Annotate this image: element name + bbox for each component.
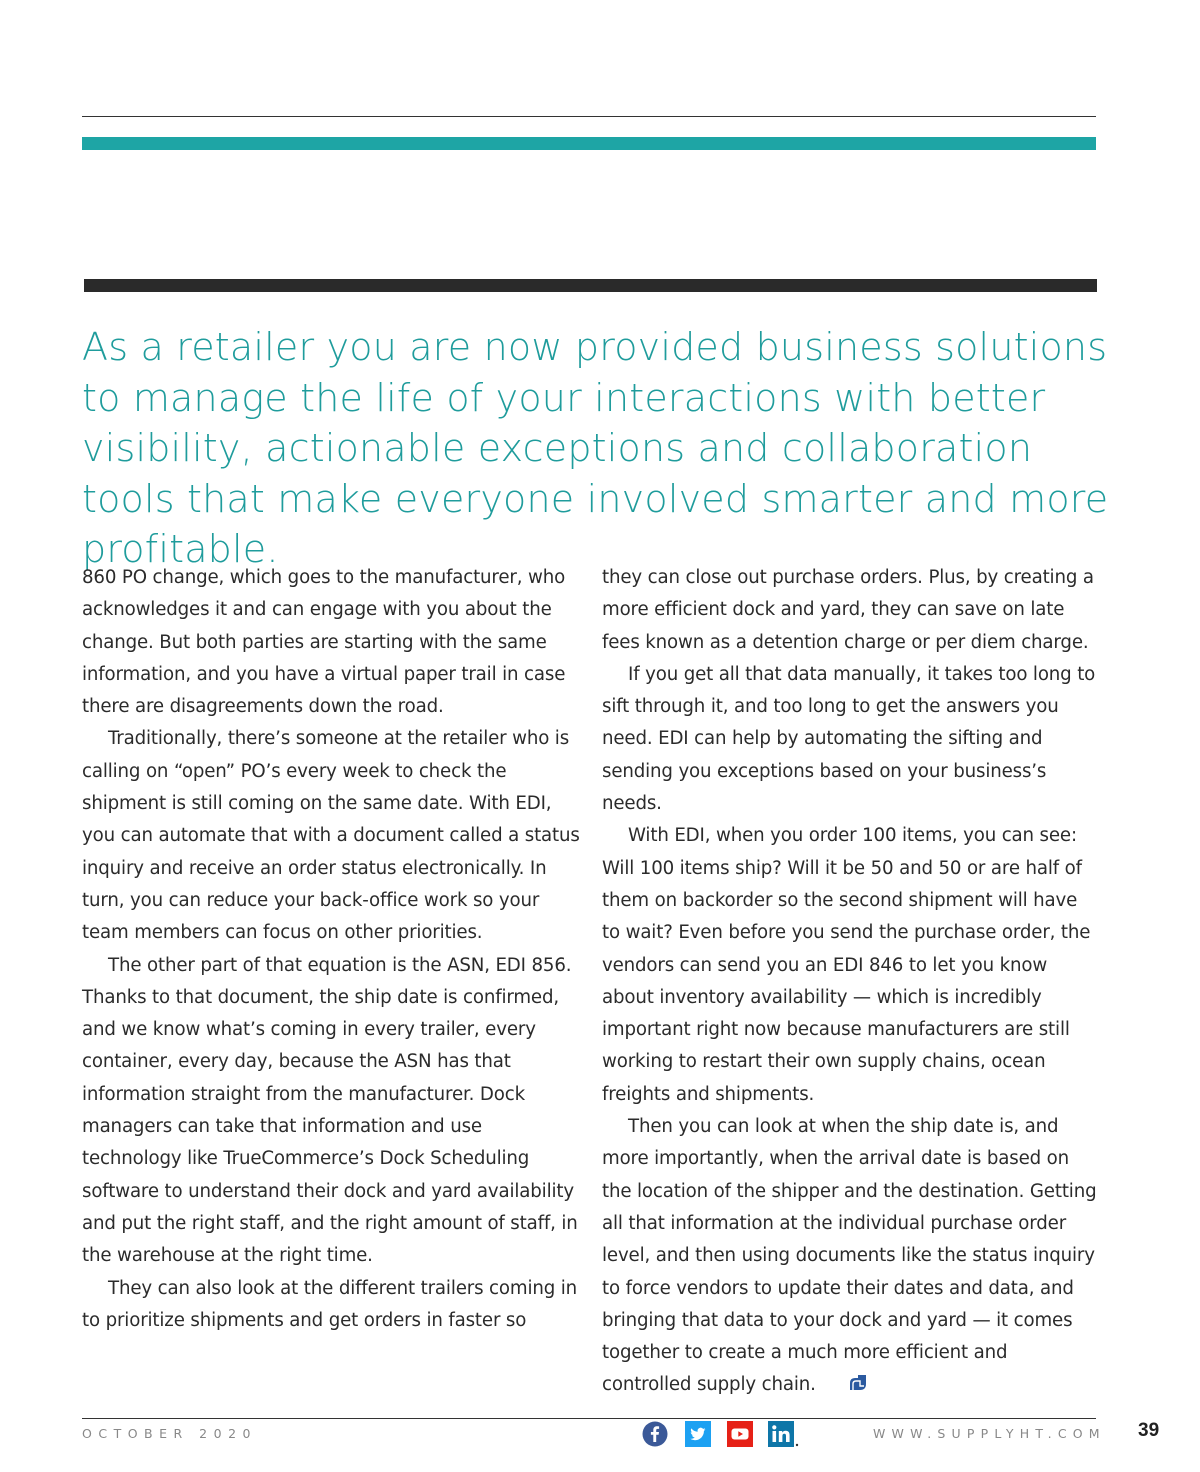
right-column	[602, 562, 1097, 1402]
teal-accent-bar	[82, 137, 1096, 150]
paragraph: With EDI, when you order 100 items, you can see: Will 100 items ship? Will it be 50 and 50 or are half of them on backorder so the second shipment will have to wait? Even before you send the purchase order, the vendors can send you an EDI 846 to let you know about inventory availability — which is incredibly important right now because manufacturers are still working to restart their own supply chains, ocean freights and shipments.	[602, 825, 1091, 1105]
paragraph-text: Then you can look at when the ship date is, and more importantly, when the arrival date is based on the location of the shipper and the destination. Getting all that information at the individual purchase order level, and then using documents like the status inquiry to force vendors to update their dates and data, and bringing that data to your dock and yard — it comes together to create a much more efficient and controlled supply chain.	[602, 1116, 1097, 1396]
end-of-article-icon	[822, 1371, 842, 1389]
paragraph: Traditionally, there’s someone at the retailer who is calling on “open” PO’s every week to check the shipment is still coming on the same date. With EDI, you can automate that with a document called a status inquiry and receive an order status electronically. In turn, you can reduce your back-office work so your team members can focus on other priorities.	[82, 728, 580, 944]
footer-rule	[82, 1418, 1096, 1419]
paragraph: 860 PO change, which goes to the manufacturer, who acknowledges it and can engage with you about the change. But both parties are starting with the same information, and you have a virtual paper trail in case there are disagreements down the road.	[82, 567, 566, 718]
website-url: WWW.SUPPLYHT.COM	[873, 1426, 1106, 1441]
pull-quote: As a retailer you are now provided business solutions to manage the life of your interactions with better visibility, actionable exceptions and collaboration tools that make everyone involved smarter and more profitable.	[82, 325, 1109, 571]
top-rule	[82, 116, 1096, 117]
paragraph: they can close out purchase orders. Plus, by creating a more efficient dock and yard, they can save on late fees known as a detention charge or per diem charge.	[602, 567, 1094, 653]
dark-accent-bar	[84, 279, 1097, 292]
page-number: 39	[1138, 1420, 1160, 1441]
paragraph: The other part of that equation is the ASN, EDI 856. Thanks to that document, the ship date is confirmed, and we know what’s coming in every trailer, every container, every day, because the ASN has that information straight from the manufacturer. Dock managers can take that information and use technology like TrueCommerce’s Dock Scheduling software to understand their dock and yard availability and put the right staff, and the right amount of staff, in the warehouse at the right time.	[82, 954, 578, 1267]
paragraph: They can also look at the different trailers coming in to prioritize shipments and get orders in faster so	[82, 1277, 578, 1331]
paragraph: If you get all that data manually, it takes too long to sift through it, and too long to get the answers you need. EDI can help by automating the sifting and sending you exceptions based on your business’s needs.	[602, 663, 1096, 815]
twitter-icon[interactable]	[685, 1421, 711, 1447]
issue-date: OCTOBER 2020	[82, 1426, 257, 1441]
youtube-icon[interactable]	[727, 1421, 753, 1447]
facebook-icon[interactable]	[642, 1421, 668, 1447]
paragraph	[602, 1111, 1097, 1402]
left-column	[82, 562, 582, 1337]
linkedin-icon[interactable]	[768, 1421, 800, 1447]
